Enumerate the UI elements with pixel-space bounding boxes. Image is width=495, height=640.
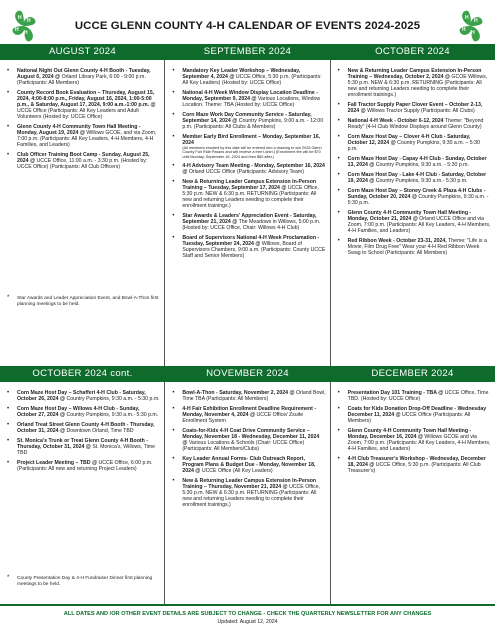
- event-detail: UCCE Office, 5:30 p.m. NEW & 6:30 p.m. RETURNING (Participants: All new and returning Leaders needing to complete their enrollment trainings.): [182, 185, 319, 210]
- event-item: [5, 68, 160, 86]
- event-item: [170, 134, 325, 159]
- event-title: Key Leader Annual Forms- Club Outreach Report, Program Plans & Budget Due - Monday, November 18, 2024 @: [182, 456, 316, 474]
- event-detail: Willows Tractor Supply (Participants: All Clubs): [365, 108, 475, 114]
- event-title: Corn Maze Host Day - Capay 4-H Club - Sunday, October 13, 2024 @: [347, 156, 487, 168]
- event-title: 4-H Fair Exhibition Enrollment Deadline Requirement - Monday, November 4, 2024 @: [182, 406, 317, 418]
- event-title: Orland Treat Street Glenn County 4-H Booth - Thursday, October 31, 2024 @: [17, 422, 155, 434]
- event-item: [170, 90, 325, 108]
- event-list-december: [336, 390, 491, 474]
- event-item: [170, 68, 325, 86]
- event-title: Star Awards & Leaders' Appreciation Event - Saturday, September 21, 2024 @: [182, 213, 317, 226]
- svg-text:H: H: [18, 15, 22, 21]
- svg-text:H: H: [462, 27, 466, 33]
- footer-updated-date: Updated: August 12, 2024: [217, 619, 278, 625]
- month-heading-november: NOVEMBER 2024: [206, 368, 289, 379]
- event-item: [336, 156, 491, 168]
- event-detail: Orland Library Park, 6:00 - 9:00 p.m. (Participants: All Members): [17, 74, 146, 86]
- event-title: Club Officer Training Boot Camp - Sunday, August 25, 2024 @: [17, 152, 150, 164]
- event-title: Corn Maze Host Day – Stoney Creek & Plaza 4-H Clubs - Sunday, October 20, 2024 @: [347, 188, 486, 200]
- event-item: [336, 188, 491, 206]
- event-detail: UCCE Office, 5:30 p.m. (Participants: All Key Leaders) (Hosted by: UCCE Office): [182, 74, 322, 86]
- calendar-row-top: [0, 60, 495, 366]
- event-title: Fall Tractor Supply Paper Clover Event – October 2-13, 2024 @: [347, 102, 483, 114]
- event-detail: Willows, Board of Supervisors Chambers, 9:00 a.m. (Participants: County UCCE Staff and Senior Members): [182, 241, 326, 260]
- event-list-november: [170, 390, 325, 508]
- event-title: Mandatory Key Leader Workshop – Wednesday, September 4, 2024 @: [182, 68, 301, 80]
- svg-text:H: H: [15, 27, 19, 33]
- event-item: [5, 124, 160, 148]
- svg-text:H: H: [27, 18, 31, 24]
- event-title: Coats-for-Kids 4-H Coat Drive Community Service – Monday, November 18 - Wednesday, December 11, 2024 @: [182, 428, 320, 446]
- event-detail: UCCE Office (All Key Leaders): [200, 468, 273, 474]
- event-detail: Downtown Orland, Time TBD: [65, 428, 134, 434]
- event-detail: Country Pumpkins, 9:30 a.m. – 5:30 p.m.: [347, 140, 480, 152]
- event-detail: UCCE Office (Participants: All Key Leaders and Adult Volunteers (Hosted by: UCCE Office): [17, 108, 139, 120]
- event-title: St. Monica's Trunk or Treat Glenn County 4-H Booth - Thursday, October 31, 2024 @: [17, 438, 148, 450]
- svg-text:H: H: [465, 15, 469, 21]
- event-list-october: [336, 68, 491, 256]
- event-title: Bowl-A-Thon - Saturday, November 2, 2024 @: [182, 390, 295, 396]
- event-title: Glenn County 4-H Community Town Hall Meeting - Monday, December 16, 2024 @: [347, 428, 472, 440]
- event-title: 4-H Advisory Team Meeting - Monday, September 16, 2024 @: [182, 163, 325, 176]
- month-heading-august: AUGUST 2024: [48, 46, 117, 57]
- event-detail: GCOE Willows, 5:30 p.m. NEW & 6:30 p.m. RETURNING (Participants: All new and returning Leaders needing to complete their enrollment trainings.): [347, 74, 488, 98]
- event-title: Coats for Kids Donation Drop-Off Deadline - Wednesday December 11, 2024 @: [347, 406, 487, 418]
- event-item: [336, 102, 491, 114]
- event-title: Corn Maze Host Day – Willows 4-H Club - Sunday, October 27, 2024 @: [17, 406, 140, 418]
- month-heading-december: DECEMBER 2024: [371, 368, 454, 379]
- svg-text:H: H: [24, 30, 28, 36]
- event-detail: UCCE Office (Participants: All Members): [347, 412, 471, 424]
- column-november: [165, 382, 330, 604]
- column-october-cont: [0, 382, 165, 604]
- event-item: [170, 179, 325, 209]
- event-item: [5, 460, 160, 472]
- event-title: Corn Maze Work Day Community Service - Saturday, September 14, 2024 @: [182, 112, 312, 124]
- event-item: [170, 406, 325, 424]
- event-detail: Country Pumpkins, 9:30 a.m.- 5:30 p.m.: [374, 178, 468, 184]
- event-item: [336, 172, 491, 184]
- event-detail: Willows GCOE, and via Zoom, 7:00 p.m. (Participants: All Key Leaders, 4-H Members, 4-H Families, and Leaders): [17, 130, 157, 148]
- event-item: [5, 438, 160, 456]
- event-detail: The Meadows in Willows, 5:00 p.m. (Hosted by: UCCE Office, Chair: Willows 4-H Club): [182, 219, 321, 232]
- event-title: Project Leader Meeting – TBD @: [17, 460, 98, 466]
- footer-disclaimer: ALL DATES AND /OR OTHER EVENT DETAILS ARE SUBJECT TO CHANGE - CHECK THE QUARTERLY NEWSLETTER FOR ANY CHANGES: [63, 611, 432, 617]
- event-detail: UCCE Office, 11:00 a.m. - 3:30 p.m. (Hosted by: UCCE Office) (Participants: All Club Officers): [17, 158, 148, 170]
- svg-text:H: H: [474, 18, 478, 24]
- month-heading-october-cont: OCTOBER 2024 cont.: [32, 368, 133, 379]
- event-item: [170, 390, 325, 402]
- event-detail: UCCE Office, 5:30 p.m. (Participants: All Club Treasurer's): [347, 462, 481, 474]
- october-note: * County Presentation Day & 4-H Fundraiser Dinner first planning meetings to be held.: [5, 576, 160, 587]
- event-detail: St. Monica's, Willows, Time TBD: [17, 444, 155, 456]
- event-item: [336, 118, 491, 130]
- event-title: Board of Supervisors National 4-H Week Proclamation - Tuesday, September 24, 2024 @: [182, 235, 320, 248]
- event-item: [170, 456, 325, 474]
- event-fine-print: (All members enrolled by this date will be entered into a drawing to win 2025 Glenn County Fair Ride Passes and will receive a free t-shirt.) (Enrollment fee will be $70 until Monday, September 16, 2024 and then $80 after.): [182, 146, 322, 159]
- event-detail: Country Pumpkins, 9:30 a.m. - 5:30 p.m.: [347, 194, 489, 206]
- august-note: * Star Awards and Leader Appreciation Event, and Bowl-A-Thon first planning meetings to be held.: [5, 296, 160, 307]
- event-detail: Orland UCCE Office and via Zoom, 7:00 p.m. (Participants: All Key Leaders, 4-H Members, 4-H Families, and Leaders): [347, 216, 491, 234]
- event-item: [170, 163, 325, 175]
- event-item: [170, 112, 325, 130]
- event-detail: Willows GCOE and via Zoom, 7:00 p.m. (Participants: All Key Leaders, 4-H Members, 4-H Families, and Leaders): [347, 434, 491, 452]
- event-item: [336, 134, 491, 152]
- event-detail: UCCE Office/ Zsuite Enrollment System: [182, 412, 304, 424]
- event-item: [336, 390, 491, 402]
- event-item: [170, 213, 325, 231]
- event-detail: Country Pumpkins, 9:30 a.m. - 5:30 p.m.: [65, 396, 160, 402]
- event-list-october-cont: [5, 390, 160, 472]
- calendar-row-bottom: [0, 382, 495, 604]
- event-item: [336, 68, 491, 98]
- event-detail: Orland Bowl, Time TBA (Participants: All Members): [182, 390, 326, 402]
- page-title: UCCE GLENN COUNTY 4-H CALENDAR OF EVENTS 2024-2025: [74, 20, 421, 32]
- event-detail: Various Locations & Schools (Chair: UCCE Office) (Participants: All Members/Clubs): [182, 440, 305, 452]
- event-item: [336, 456, 491, 474]
- event-detail: Country Pumpkins, 9:30 a.m. - 5:30 p.m.: [374, 162, 469, 168]
- column-august: [0, 60, 165, 366]
- event-title: Corn Maze Host Day – Clover 4-H Club - Saturday, October 12, 2024 @: [347, 134, 471, 146]
- event-item: [5, 406, 160, 418]
- event-detail: UCCE Office, 5:30 p.m. NEW & 6:30 p.m. RETURNING (Participants: All new and returning Leaders needing to complete their enrollment trainings.): [182, 484, 321, 508]
- event-title: County Record Book Evaluation – Thursday, August 15, 2024, 4:00-8:00 p.m., Friday, August 16, 2024, 1:00-5:00 p.m., & Saturday, August 17, 2024, 9:00 a.m.-1:00 p.m. @: [17, 90, 156, 108]
- event-title: 4-H Club Treasurer's Workshop - Wednesday, December 18, 2024 @: [347, 456, 486, 468]
- event-detail: UCCE Office, 6:00 p.m. (Participants: All new and returning Project Leaders): [17, 460, 153, 472]
- event-title: Member Early Bird Enrollment – Monday, September 16, 2024: [182, 134, 321, 146]
- event-title: National 4-H Week - October 6-12, 2024: [347, 118, 444, 124]
- event-list-august: [5, 68, 160, 170]
- event-detail: Theme: "Life is a Movie, Film Drug Free" Wear your 4-H Red Ribbon Week Swag to School (Participants: All Members): [347, 238, 487, 256]
- event-detail: Theme: "Beyond Ready" (4-H Club Window Displays around Glenn County): [347, 118, 484, 130]
- event-item: [170, 235, 325, 259]
- event-detail: Various Locations, Window Location. Theme: TBA (Hosted by: UCCE Office): [182, 96, 321, 108]
- event-title: Presentation Day 101 Training - TBA @: [347, 390, 444, 396]
- event-title: New & Returning Leader Campus Extension In-Person Training – Wednesday, October 2, 2024 @: [347, 68, 482, 80]
- footer: [0, 604, 495, 640]
- svg-text:H: H: [471, 30, 475, 36]
- month-heading-september: SEPTEMBER 2024: [203, 46, 292, 57]
- event-item: [336, 210, 491, 234]
- event-item: [5, 90, 160, 120]
- event-title: Corn Maze Host Day - Lake 4-H Club - Saturday, October 19, 2024 @: [347, 172, 487, 184]
- month-header-bar-bottom: [0, 366, 495, 382]
- event-list-september: [170, 68, 325, 259]
- event-title: Glenn County 4-H Community Town Hall Meeting - Monday, October 21, 2024 @: [347, 210, 472, 222]
- event-detail: UCCE Office, Time TBD. (Hosted by: UCCE Office): [347, 390, 489, 402]
- column-september: [165, 60, 330, 366]
- event-title: Corn Maze Host Day – Schafferi 4-H Club - Saturday, October 26, 2024 @: [17, 390, 146, 402]
- event-detail: Orland UCCE Office (Participants: Advisory Team): [187, 169, 304, 176]
- column-october: [331, 60, 495, 366]
- event-title: New & Returning Leader Campus Extension In-Person Training – Thursday, November 21, 2024 @: [182, 478, 317, 490]
- event-item: [336, 406, 491, 424]
- event-detail: Country Pumpkins, 9:00 a.m. - 12:00 p.m. (Participants: All Clubs & Members): [182, 118, 324, 130]
- event-title: Red Ribbon Week - October 23-31, 2024,: [347, 238, 447, 244]
- event-title: National Night Out Glenn County 4-H Booth - Tuesday, August 6, 2024 @: [17, 68, 151, 80]
- event-detail: Country Pumpkins, 9:30 a.m.- 5:30 p.m.: [65, 412, 159, 418]
- event-title: Glenn County 4-H Community Town Hall Meeting - Monday, August 19, 2024 @: [17, 124, 141, 136]
- event-item: [170, 478, 325, 508]
- event-item: [5, 152, 160, 170]
- event-item: [336, 238, 491, 256]
- month-header-bar-top: [0, 44, 495, 60]
- event-item: [5, 422, 160, 434]
- month-heading-october: OCTOBER 2024: [375, 46, 450, 57]
- event-item: [170, 428, 325, 452]
- event-title: New & Returning Leader Campus Extension In-Person Training – Tuesday, September 17, 2024 @: [182, 179, 317, 192]
- event-item: [336, 428, 491, 452]
- column-december: [331, 382, 495, 604]
- event-title: National 4-H Week Window Display Location Deadline - Monday, September 9, 2024 @: [182, 90, 318, 102]
- event-item: [5, 390, 160, 402]
